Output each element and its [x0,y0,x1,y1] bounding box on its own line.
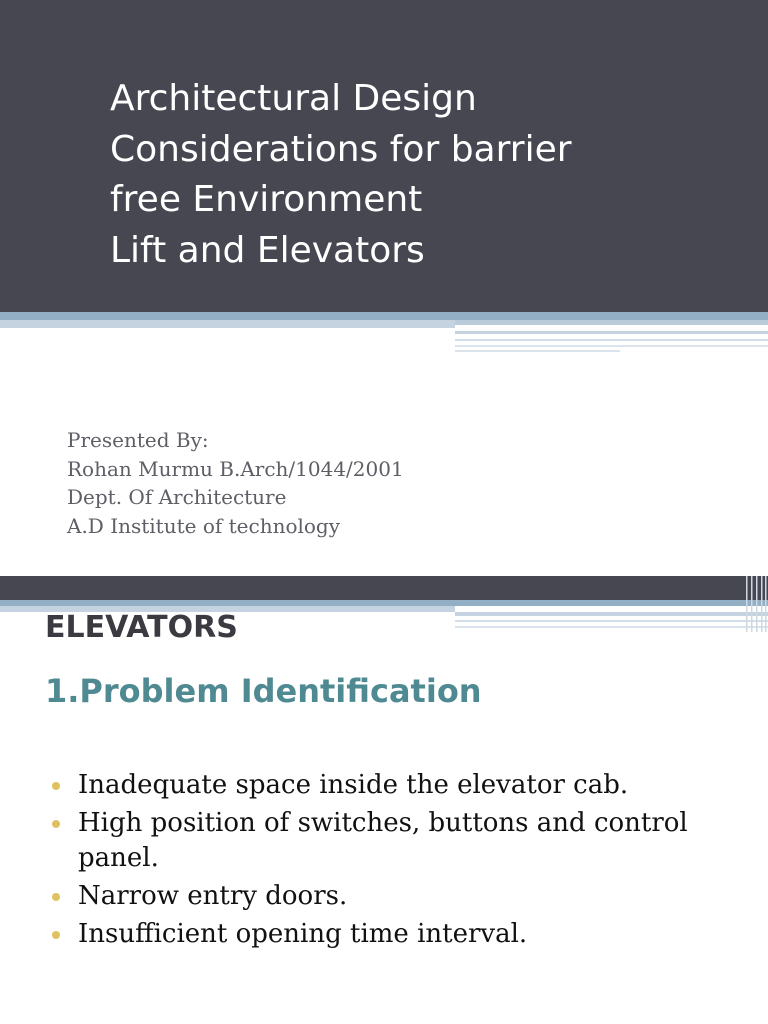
list-item [52,768,732,803]
content-slide [0,576,768,1024]
presenter-line: Dept. Of Architecture [67,485,287,509]
section-heading: ELEVATORS [45,610,238,645]
list-item [52,917,732,952]
list-item-text: High position of switches, buttons and control panel. [78,808,688,873]
list-item-text: Insufficient opening time interval. [78,919,528,949]
title-line: Architectural Design [110,78,477,119]
presenter-info [67,426,404,540]
bullet-dot-icon [52,820,60,828]
presenter-line: A.D Institute of technology [67,513,341,538]
slide-title [110,74,730,276]
decorative-stripe [455,612,768,616]
header-band [0,576,768,600]
bullet-dot-icon [52,893,60,901]
decorative-stripe [455,345,768,347]
title-line: Considerations for barrier [110,128,572,170]
list-item-text: Inadequate space inside the elevator cab. [78,770,629,800]
decorative-stripe [455,350,620,352]
decorative-stripe [455,626,768,628]
decorative-stripe [0,320,455,328]
bullet-dot-icon [52,782,60,790]
decorative-stripe [0,312,768,320]
list-item-text: Narrow entry doors. [78,881,348,911]
list-item [52,806,732,876]
decorative-stripe [455,620,768,622]
title-line: free Environment [110,179,423,220]
list-item [52,879,732,914]
presenter-line: Rohan Murmu B.Arch/1044/2001 [67,456,404,481]
decorative-stripe [455,320,768,325]
bullet-dot-icon [52,931,60,939]
decorative-stripe [455,339,768,341]
bullet-list [52,768,732,955]
title-line: Lift and Elevators [110,229,425,271]
section-subheading: 1.Problem Identification [45,672,482,710]
decorative-vertical-lines [744,576,768,632]
decorative-stripe [455,331,768,334]
presenter-line: Presented By: [67,428,209,452]
